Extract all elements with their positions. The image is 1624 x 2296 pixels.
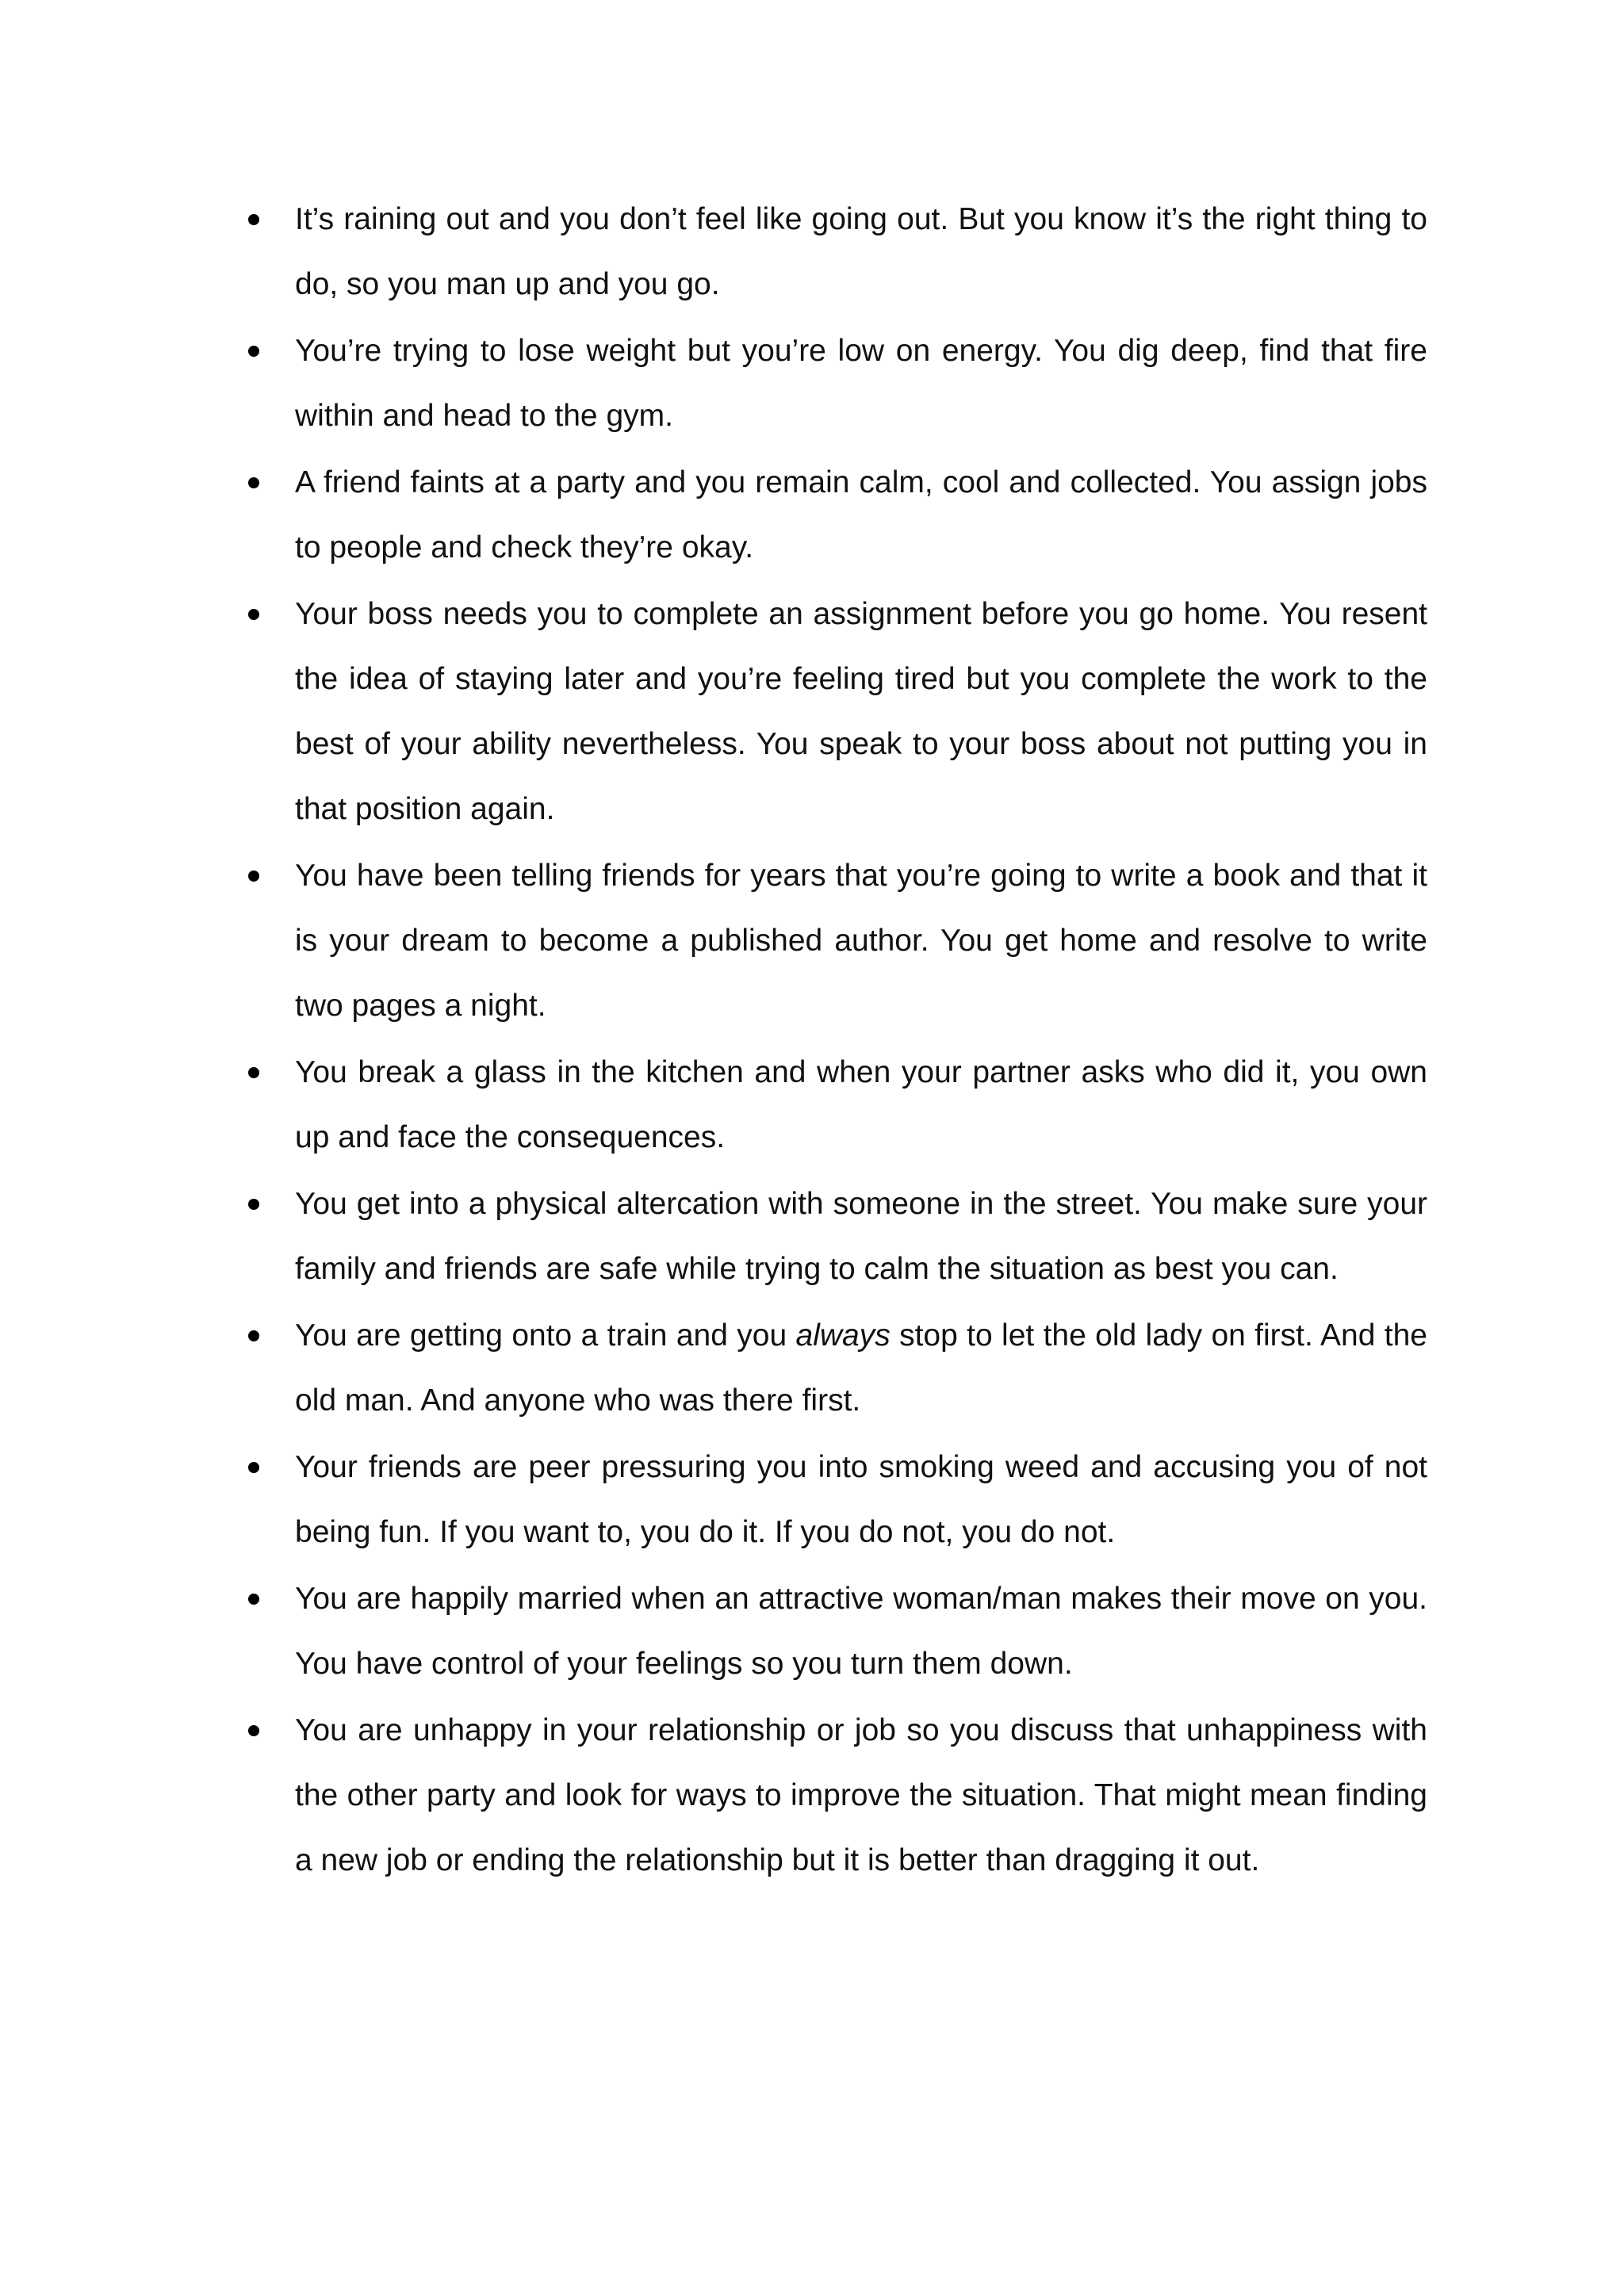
list-item-text: You break a glass in the kitchen and when your partner asks who did it, you own up and face the consequences. xyxy=(295,1055,1427,1154)
list-item-text: You are happily married when an attractive woman/man makes their move on you. You have control of your feelings so you turn them down. xyxy=(295,1582,1427,1681)
list-item xyxy=(295,187,1427,317)
list-item xyxy=(295,1698,1427,1893)
bullet-icon xyxy=(248,346,259,357)
list-item xyxy=(295,1435,1427,1565)
list-item xyxy=(295,582,1427,842)
list-item-text: Your friends are peer pressuring you into smoking weed and accusing you of not being fun. If you want to, you do it. If you do not, you do not. xyxy=(295,1450,1427,1549)
list-item xyxy=(295,844,1427,1039)
bullet-icon xyxy=(248,1594,259,1605)
bullet-icon xyxy=(248,871,259,882)
list-item-text: Your boss needs you to complete an assignment before you go home. You resent the idea of staying later and you’re feeling tired but you complete the work to the best of your ability nevertheless. You speak to your boss about not putting you in that position again. xyxy=(295,597,1427,826)
list-item xyxy=(295,319,1427,449)
bullet-icon xyxy=(248,1462,259,1473)
bullet-icon xyxy=(248,1199,259,1210)
bullet-icon xyxy=(248,477,259,488)
list-item-text: A friend faints at a party and you remain calm, cool and collected. You assign jobs to people and check they’re okay. xyxy=(295,465,1427,564)
bullet-icon xyxy=(248,214,259,225)
list-item xyxy=(295,1172,1427,1302)
list-item xyxy=(295,1567,1427,1697)
bullet-list xyxy=(295,187,1427,1895)
list-item-text: You get into a physical altercation with someone in the street. You make sure your family and friends are safe while trying to calm the situation as best you can. xyxy=(295,1187,1427,1286)
list-item-text: You’re trying to lose weight but you’re low on energy. You dig deep, find that fire within and head to the gym. xyxy=(295,334,1427,433)
list-item-text: You are unhappy in your relationship or job so you discuss that unhappiness with the other party and look for ways to improve the situation. That might mean finding a new job or ending the relationship but it is better than dragging it out. xyxy=(295,1713,1427,1877)
list-item xyxy=(295,1040,1427,1170)
bullet-icon xyxy=(248,609,259,620)
text-segment: stop to let the old lady on first. And the old man. And anyone who was there first. xyxy=(295,1318,1427,1418)
text-segment: You are getting onto a train and you xyxy=(295,1318,796,1353)
list-item xyxy=(295,450,1427,580)
bullet-icon xyxy=(248,1725,259,1736)
bullet-icon xyxy=(248,1067,259,1078)
list-item-text: It’s raining out and you don’t feel like going out. But you know it’s the right thing to do, so you man up and you go. xyxy=(295,202,1427,301)
bullet-icon xyxy=(248,1330,259,1341)
list-item-text xyxy=(295,1318,1427,1418)
list-item-text: You have been telling friends for years that you’re going to write a book and that it is your dream to become a published author. You get home and resolve to write two pages a night. xyxy=(295,859,1427,1023)
emphasized-word: always xyxy=(795,1318,891,1353)
list-item xyxy=(295,1303,1427,1433)
